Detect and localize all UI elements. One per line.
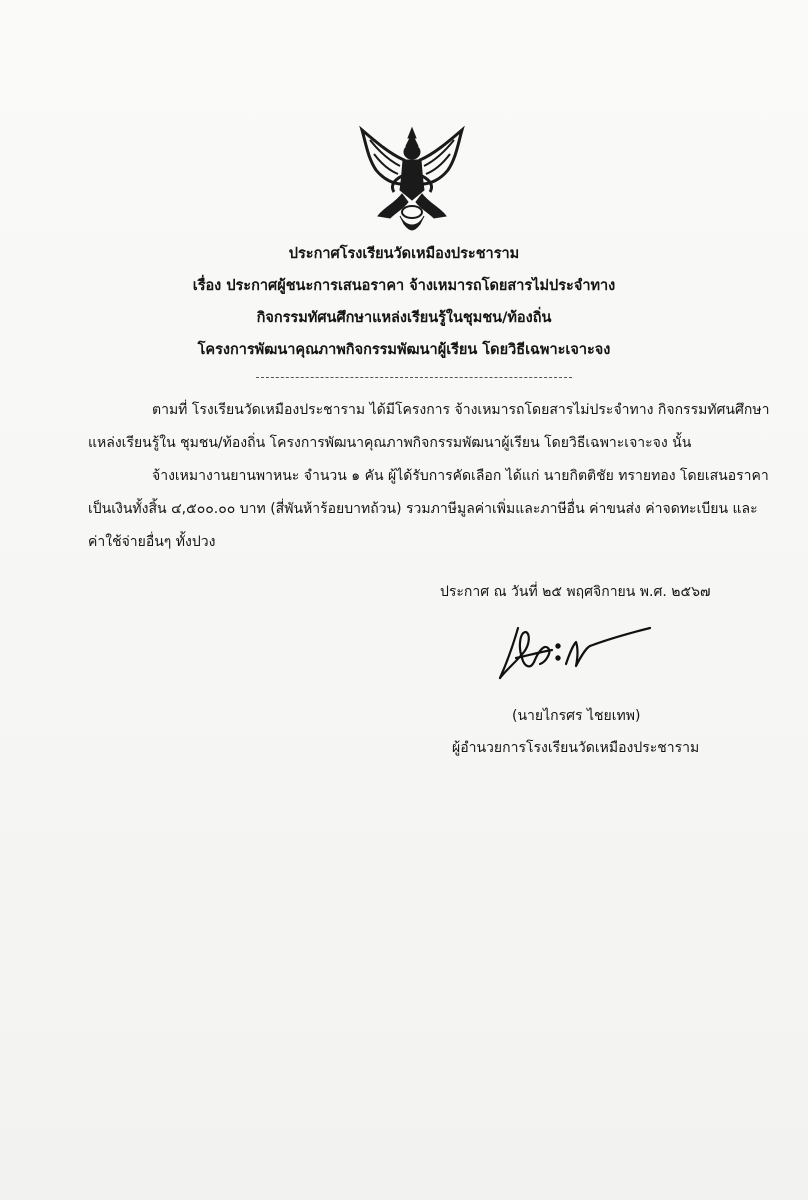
body-paragraph-2-line-1: จ้างเหมางานยานพาหนะ จำนวน ๑ คัน ผู้ได้รับการคัดเลือก ได้แก่ นายกิตติชัย ทรายทอง โดยเสนอราคา	[152, 468, 769, 484]
header-divider	[256, 377, 572, 378]
announcement-project: โครงการพัฒนาคุณภาพกิจกรรมพัฒนาผู้เรียน โดยวิธีเฉพาะเจาะจง	[197, 342, 611, 358]
announcement-title: ประกาศโรงเรียนวัดเหมืองประชาราม	[288, 246, 520, 262]
body-paragraph-2-line-3: ค่าใช้จ่ายอื่นๆ ทั้งปวง	[88, 534, 216, 550]
announcement-activity: กิจกรรมทัศนศึกษาแหล่งเรียนรู้ในชุมชน/ท้องถิ่น	[256, 310, 552, 326]
announcement-subject: เรื่อง ประกาศผู้ชนะการเสนอราคา จ้างเหมารถโดยสารไม่ประจำทาง	[192, 278, 616, 294]
body-paragraph-1-line-2: แหล่งเรียนรู้ใน ชุมชน/ท้องถิ่น โครงการพัฒนาคุณภาพกิจกรรมพัฒนาผู้เรียน โดยวิธีเฉพาะเจาะจง นั้น	[88, 435, 692, 451]
garuda-emblem-icon	[354, 120, 470, 238]
signer-title: ผู้อำนวยการโรงเรียนวัดเหมืองประชาราม	[452, 740, 700, 756]
announcement-date: ประกาศ ณ วันที่ ๒๕ พฤศจิกายน พ.ศ. ๒๕๖๗	[440, 584, 711, 600]
signer-name: (นายไกรศร ไชยเทพ)	[512, 708, 641, 724]
handwritten-signature	[496, 622, 656, 684]
body-paragraph-1-line-1: ตามที่ โรงเรียนวัดเหมืองประชาราม ได้มีโครงการ จ้างเหมารถโดยสารไม่ประจำทาง กิจกรรมทัศนศึกษา	[152, 402, 770, 418]
body-paragraph-2-line-2: เป็นเงินทั้งสิ้น ๔,๕๐๐.๐๐ บาท (สี่พันห้าร้อยบาทถ้วน) รวมภาษีมูลค่าเพิ่มและภาษีอื่น ค่าขนส่ง ค่าจดทะเบียน และ	[88, 501, 758, 517]
